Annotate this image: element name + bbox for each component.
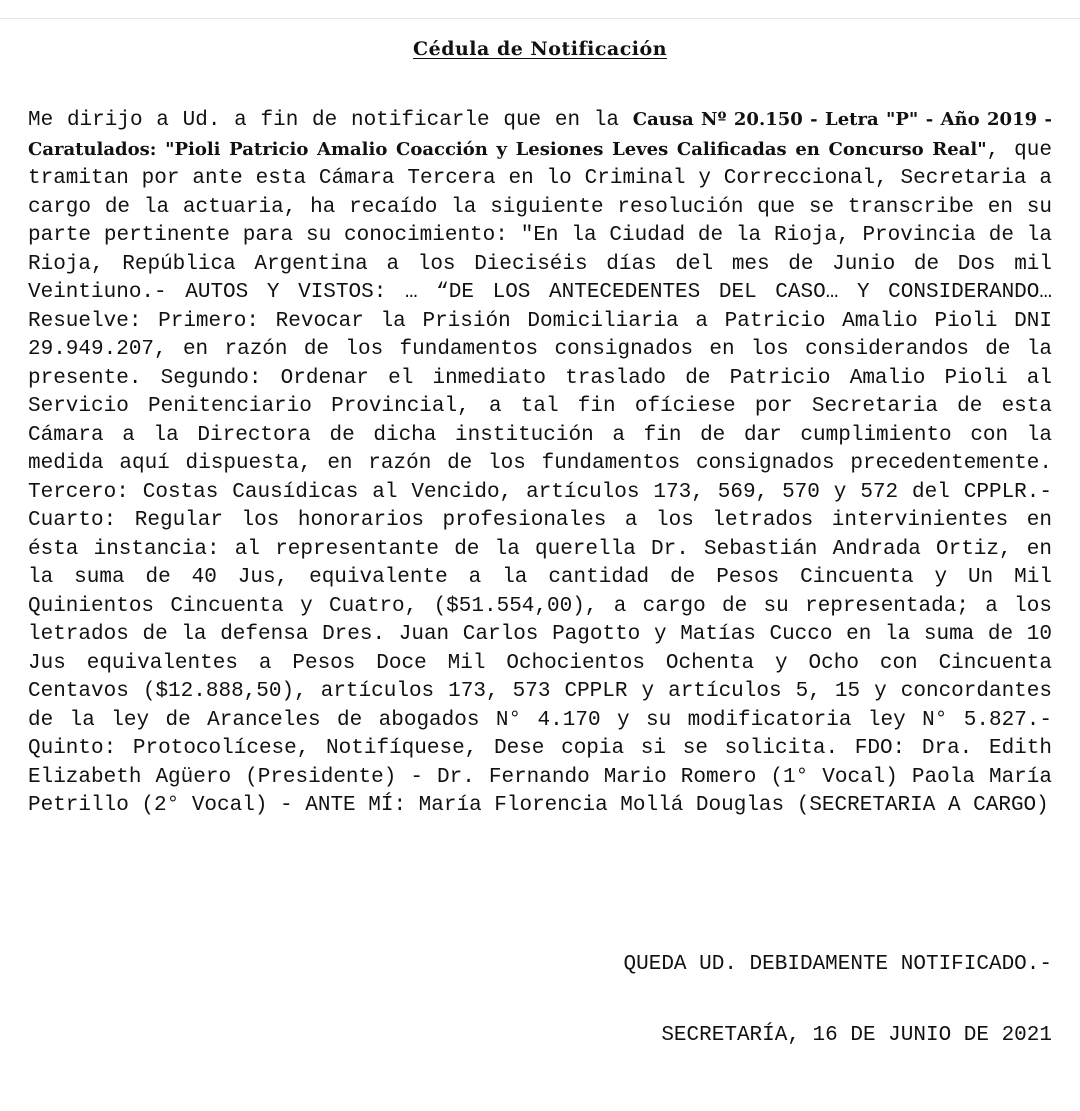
secretary-date-line: SECRETARÍA, 16 DE JUNIO DE 2021 — [661, 1024, 1052, 1047]
document-title: Cédula de Notificación — [412, 38, 668, 60]
intro-text: Me dirijo a Ud. a fin de notificarle que en la — [28, 109, 633, 132]
notification-body — [28, 106, 1052, 821]
case-reference: Causa Nº 20.150 - Letra "P" - Año 2019 - Caratulados: "Pioli Patricio Amalio Coacción y Lesiones Leves Calificadas en Concurso Real" — [28, 109, 1053, 160]
closing-statement: QUEDA UD. DEBIDAMENTE NOTIFICADO.- — [623, 953, 1052, 976]
top-divider — [0, 18, 1080, 19]
resolution-text: , que tramitan por ante esta Cámara Tercera en lo Criminal y Correccional, Secretaria a cargo de la actuaria, ha recaído la siguiente resolución que se transcribe en su parte pertinente para su conocimiento: "En la Ciudad de la Rioja, Provincia de la Rioja, República Argentina a los Dieciséis días del mes de Junio de Dos mil Veintiuno.- AUTOS Y VISTOS: … “DE LOS ANTECEDENTES DEL CASO… Y CONSIDERANDO… Resuelve: Primero: Revocar la Prisión Domiciliaria a Patricio Amalio Pioli DNI 29.949.207, en razón de los fundamentos consignados en los considerandos de la presente. Segundo: Ordenar el inmediato traslado de Patricio Amalio Pioli al Servicio Penitenciario Provincial, a tal fin ofíciese por Secretaria de esta Cámara a la Directora de dicha institución a fin de dar cumplimiento con la medida aquí dispuesta, en razón de los fundamentos consignados precedentemente. Tercero: Costas Causídicas al Vencido, artículos 173, 569, 570 y 572 del CPPLR.- Cuarto: Regular los honorarios profesionales a los letrados intervinientes en ésta instancia: al representante de la querella Dr. Sebastián Andrada Ortiz, en la suma de 40 Jus, equivalente a la cantidad de Pesos Cincuenta y Un Mil Quinientos Cincuenta y Cuatro, ($51.554,00), a cargo de su representada; a los letrados de la defensa Dres. Juan Carlos Pagotto y Matías Cucco en la suma de 10 Jus equivalentes a Pesos Doce Mil Ochocientos Ochenta y Ocho con Cincuenta Centavos ($12.888,50), artículos 173, 573 CPPLR y artículos 5, 15 y concordantes de la ley de Aranceles de abogados N° 4.170 y su modificatoria ley N° 5.827.- Quinto: Protocolícese, Notifíquese, Dese copia si se solicita. FDO: Dra. Edith Elizabeth Agüero (Presidente) - Dr. Fernando Mario Romero (1° Vocal) Paola María Petrillo (2° Vocal) - ANTE MÍ: María Florencia Mollá Douglas (SECRETARIA A CARGO) — [28, 138, 1052, 817]
